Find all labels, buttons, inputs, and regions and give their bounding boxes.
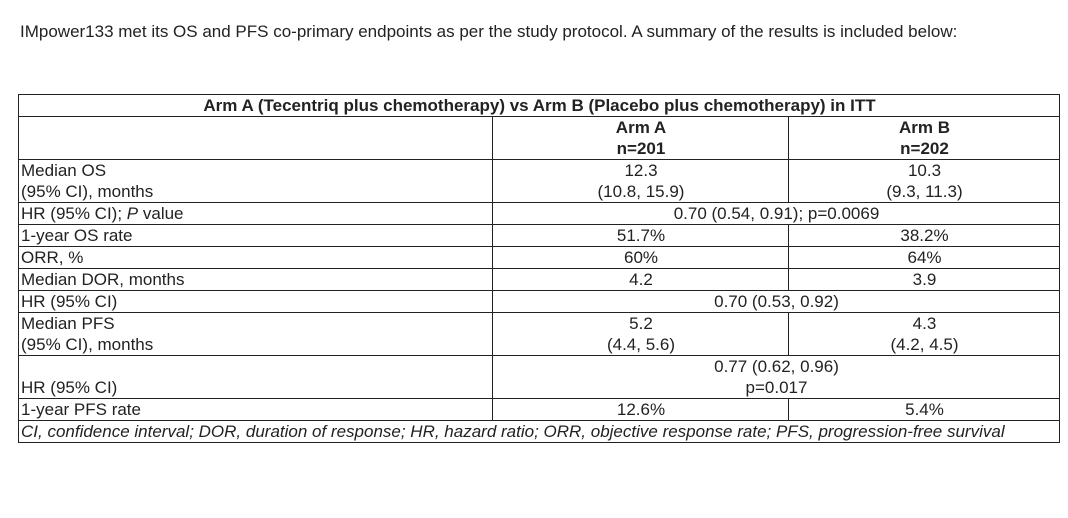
- median-os-arm-a-ci: (10.8, 15.9): [597, 182, 685, 201]
- arm-a-name: Arm A: [615, 118, 667, 137]
- table-row: [19, 269, 1060, 291]
- os-rate-arm-b: 38.2%: [789, 225, 1060, 247]
- hr-pfs-label: HR (95% CI): [19, 356, 493, 399]
- hr-dor-label: HR (95% CI): [19, 291, 493, 313]
- hr-pfs-value-line1: 0.77 (0.62, 0.96): [714, 357, 839, 376]
- arm-b-header: [789, 117, 1060, 160]
- median-pfs-arm-b-value: 4.3: [912, 314, 937, 333]
- orr-label: ORR, %: [19, 247, 493, 269]
- hr-os-label: [19, 203, 493, 225]
- table-title: Arm A (Tecentriq plus chemotherapy) vs Arm B (Placebo plus chemotherapy) in ITT: [19, 95, 1060, 117]
- median-pfs-label: [19, 313, 493, 356]
- hr-dor-value: 0.70 (0.53, 0.92): [493, 291, 1060, 313]
- table-footnote: CI, confidence interval; DOR, duration of response; HR, hazard ratio; ORR, objective response rate; PFS, progression-free survival: [19, 421, 1060, 443]
- dor-arm-a: 4.2: [493, 269, 789, 291]
- median-os-arm-b-value: 10.3: [907, 161, 942, 180]
- orr-arm-a: 60%: [493, 247, 789, 269]
- hr-os-label-suffix: value: [138, 204, 184, 223]
- arm-b-n: n=202: [900, 139, 949, 158]
- median-pfs-arm-a-value: 5.2: [629, 314, 653, 333]
- arm-b-name: Arm B: [898, 118, 950, 137]
- intro-text: IMpower133 met its OS and PFS co-primary endpoints as per the study protocol. A summary of the results is included below:: [20, 22, 958, 41]
- header-empty-cell: [19, 117, 493, 160]
- pfs-rate-arm-a: 12.6%: [493, 399, 789, 421]
- median-os-arm-b-ci: (9.3, 11.3): [886, 182, 963, 201]
- table-title-row: [19, 95, 1060, 117]
- arm-a-header: [493, 117, 789, 160]
- os-rate-arm-a: 51.7%: [493, 225, 789, 247]
- hr-pfs-value-line2: p=0.017: [745, 378, 808, 397]
- table-row: [19, 399, 1060, 421]
- table-row: [19, 203, 1060, 225]
- orr-arm-b: 64%: [789, 247, 1060, 269]
- hr-os-label-prefix: HR (95% CI);: [21, 204, 127, 223]
- median-os-arm-a: [493, 160, 789, 203]
- median-os-arm-b: [789, 160, 1060, 203]
- dor-label: Median DOR, months: [19, 269, 493, 291]
- hr-os-label-italic: P: [126, 204, 139, 223]
- median-os-label-line2: (95% CI), months: [21, 182, 154, 201]
- median-os-arm-a-value: 12.3: [624, 161, 658, 180]
- table-row: [19, 313, 1060, 356]
- hr-os-value: 0.70 (0.54, 0.91); p=0.0069: [493, 203, 1060, 225]
- hr-pfs-value: [493, 356, 1060, 399]
- median-pfs-arm-a-ci: (4.4, 5.6): [606, 335, 676, 354]
- median-os-label: [19, 160, 493, 203]
- os-rate-label: 1-year OS rate: [19, 225, 493, 247]
- table-row: [19, 225, 1060, 247]
- pfs-rate-label: 1-year PFS rate: [19, 399, 493, 421]
- median-pfs-arm-b: [789, 313, 1060, 356]
- table-row: [19, 247, 1060, 269]
- median-pfs-arm-b-ci: (4.2, 4.5): [890, 335, 959, 354]
- table-row: [19, 291, 1060, 313]
- median-pfs-label-line1: Median PFS: [21, 314, 115, 333]
- arm-a-n: n=201: [616, 139, 666, 158]
- median-pfs-arm-a: [493, 313, 789, 356]
- arm-header-row: [19, 117, 1060, 160]
- pfs-rate-arm-b: 5.4%: [789, 399, 1060, 421]
- table-row: [19, 160, 1060, 203]
- table-row: [19, 356, 1060, 399]
- results-table: [18, 94, 1060, 443]
- footnote-row: [19, 421, 1060, 443]
- median-os-label-line1: Median OS: [21, 161, 107, 180]
- median-pfs-label-line2: (95% CI), months: [21, 335, 154, 354]
- dor-arm-b: 3.9: [789, 269, 1060, 291]
